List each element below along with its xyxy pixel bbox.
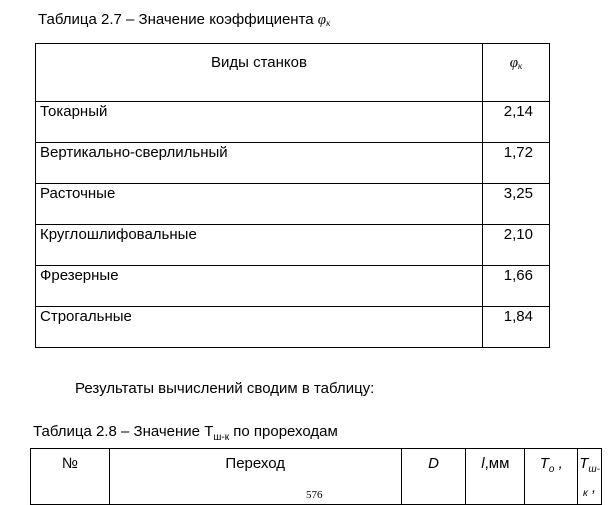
page-number: 576 bbox=[303, 489, 326, 501]
row-value: 2,14 bbox=[483, 102, 550, 143]
header-machine-types: Виды станков bbox=[36, 44, 483, 102]
row-name: Расточные bbox=[36, 184, 483, 225]
results-paragraph: Результаты вычислений сводим в таблицу: bbox=[75, 380, 375, 397]
row-name: Фрезерные bbox=[36, 266, 483, 307]
table1-caption bbox=[38, 11, 330, 29]
coefficient-table bbox=[35, 43, 550, 348]
table-row bbox=[36, 266, 550, 307]
row-value: 2,10 bbox=[483, 225, 550, 266]
table2-caption: Таблица 2.8 – Значение $Т_{ш-к}$ по прореходам bbox=[33, 423, 338, 443]
row-value: 3,25 bbox=[483, 184, 550, 225]
table-row bbox=[36, 307, 550, 348]
row-value: 1,66 bbox=[483, 266, 550, 307]
row-value: 1,72 bbox=[483, 143, 550, 184]
row-value: 1,84 bbox=[483, 307, 550, 348]
table-header-row bbox=[36, 44, 550, 102]
row-name: Круглошлифовальные bbox=[36, 225, 483, 266]
table-row bbox=[36, 102, 550, 143]
header-tsk: $T_{ш-к}$ , bbox=[578, 449, 602, 505]
table-row bbox=[36, 143, 550, 184]
row-name: Строгальные bbox=[36, 307, 483, 348]
row-name: Токарный bbox=[36, 102, 483, 143]
phi-symbol: $\varphi_к$ bbox=[317, 12, 331, 28]
header-coefficient: $\varphi_к$ bbox=[483, 44, 550, 102]
header-number: № bbox=[31, 449, 110, 505]
table1-caption-text: Таблица 2.7 – Значение коэффициента bbox=[38, 11, 314, 28]
header-diameter: D bbox=[401, 449, 466, 505]
table-row bbox=[36, 225, 550, 266]
header-step: Переход bbox=[109, 449, 401, 505]
table-row bbox=[36, 184, 550, 225]
header-length: l,мм bbox=[466, 449, 525, 505]
header-to: $T_o$ , bbox=[525, 449, 578, 505]
row-name: Вертикально-сверлильный bbox=[36, 143, 483, 184]
